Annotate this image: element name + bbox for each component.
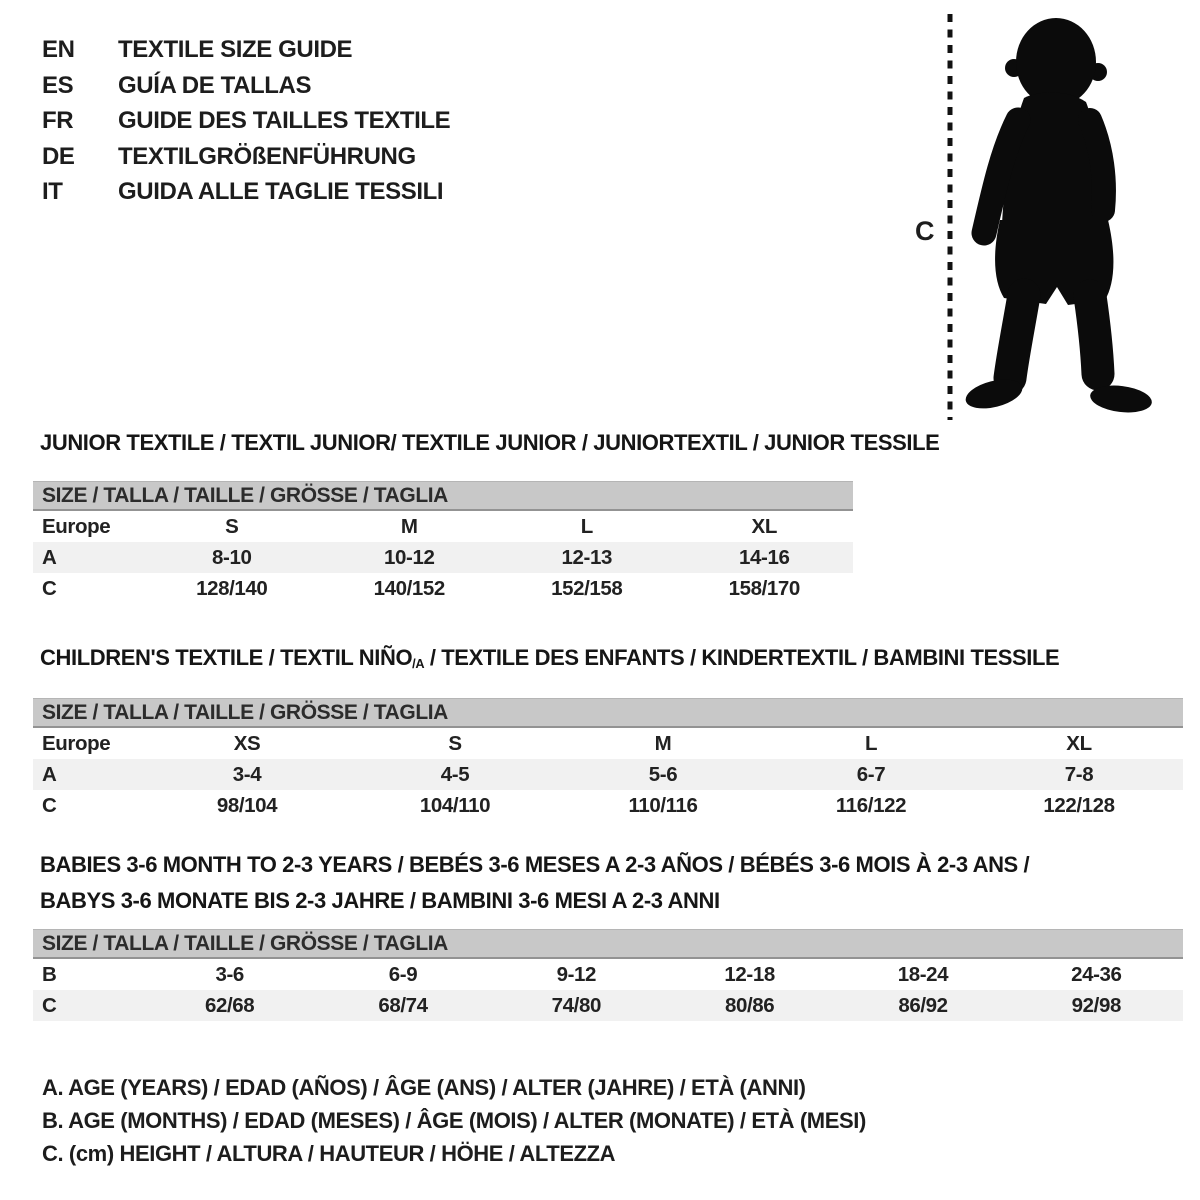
children-heading-suffix: / TEXTILE DES ENFANTS / KINDERTEXTIL / BAMBINI TESSILE — [424, 645, 1060, 670]
legend-line-b: B. AGE (MONTHS) / EDAD (MESES) / ÂGE (MOIS) / ALTER (MONATE) / ETÀ (MESI) — [42, 1108, 866, 1133]
age-cell: 14-16 — [676, 542, 854, 573]
language-code: ES — [42, 71, 74, 99]
language-code: DE — [42, 142, 75, 170]
junior-size-table — [33, 511, 853, 604]
measurement-figure — [900, 0, 1200, 440]
size-cell: S — [448, 731, 462, 755]
babies-heading-line2: BABYS 3-6 MONATE BIS 2-3 JAHRE / BAMBINI 3-6 MESI A 2-3 ANNI — [40, 888, 720, 913]
language-title-list — [42, 32, 450, 210]
height-cell: 104/110 — [419, 793, 491, 817]
baby-silhouette — [963, 18, 1154, 416]
table-row — [33, 728, 1183, 759]
age-cell: 18-24 — [897, 962, 949, 986]
row-label: C — [42, 793, 57, 817]
height-cell: 68/74 — [316, 990, 489, 1021]
size-cell: M — [400, 514, 418, 538]
junior-heading: JUNIOR TEXTILE / TEXTIL JUNIOR/ TEXTILE JUNIOR / JUNIORTEXTIL / JUNIOR TESSILE — [40, 430, 940, 455]
language-row-de — [42, 139, 450, 175]
row-label: C — [42, 576, 57, 600]
language-row-en — [42, 32, 450, 68]
language-row-it — [42, 174, 450, 210]
age-cell: 9-12 — [556, 962, 597, 986]
language-code: FR — [42, 107, 74, 134]
table-row — [33, 759, 1183, 790]
age-cell: 10-12 — [321, 542, 499, 573]
height-cell: 128/140 — [196, 576, 268, 600]
language-code: EN — [42, 36, 75, 63]
age-cell: 4-5 — [351, 759, 559, 790]
children-size-header-bar: SIZE / TALLA / TAILLE / GRÖSSE / TAGLIA — [33, 698, 1183, 728]
children-heading-sub: /A — [412, 656, 425, 672]
row-label: Europe — [42, 731, 111, 755]
section-childrens-textile — [33, 646, 1183, 821]
size-cell: XL — [751, 514, 777, 538]
age-cell: 8-10 — [143, 542, 321, 573]
language-title: TEXTILE SIZE GUIDE — [118, 36, 353, 63]
table-row — [33, 959, 1183, 990]
height-cell: 122/128 — [1043, 793, 1115, 817]
row-label: C — [33, 990, 143, 1021]
height-cell: 152/158 — [551, 576, 623, 600]
size-cell: M — [654, 731, 672, 755]
row-label: A — [33, 759, 143, 790]
age-cell: 6-9 — [388, 962, 418, 986]
legend-line-c: C. (cm) HEIGHT / ALTURA / HAUTEUR / HÖHE / ALTEZZA — [42, 1141, 616, 1166]
section-babies-textile — [33, 847, 1183, 1021]
height-cell: 86/92 — [836, 990, 1009, 1021]
height-cell: 74/80 — [490, 990, 663, 1021]
row-label: Europe — [42, 514, 111, 538]
measurement-legend — [42, 1071, 866, 1170]
age-cell: 7-8 — [975, 759, 1183, 790]
age-cell: 12-13 — [498, 542, 676, 573]
size-cell: S — [225, 514, 239, 538]
size-cell: XL — [1066, 731, 1092, 755]
table-row — [33, 573, 853, 604]
row-label: B — [42, 962, 57, 986]
section-junior-textile — [33, 431, 1183, 604]
age-cell: 3-4 — [143, 759, 351, 790]
table-row — [33, 990, 1183, 1021]
junior-size-header-bar: SIZE / TALLA / TAILLE / GRÖSSE / TAGLIA — [33, 481, 853, 511]
figure-height-label: C — [915, 216, 935, 246]
size-cell: XS — [233, 731, 261, 755]
children-heading — [33, 646, 1183, 676]
row-label: A — [33, 542, 143, 573]
language-title: GUÍA DE TALLAS — [118, 71, 312, 99]
age-cell: 24-36 — [1071, 962, 1122, 986]
babies-heading — [33, 847, 1183, 919]
children-size-table — [33, 728, 1183, 821]
legend-line-a: A. AGE (YEARS) / EDAD (AÑOS) / ÂGE (ANS) / ALTER (JAHRE) / ETÀ (ANNI) — [42, 1075, 806, 1100]
babies-heading-line1: BABIES 3-6 MONTH TO 2-3 YEARS / BEBÉS 3-6 MESES A 2-3 AÑOS / BÉBÉS 3-6 MOIS À 2-3 ANS / — [40, 852, 1030, 877]
size-cell: L — [864, 731, 878, 755]
height-cell: 92/98 — [1010, 990, 1183, 1021]
baby-silhouette-icon — [900, 0, 1200, 440]
language-row-es — [42, 68, 450, 104]
babies-size-header-bar: SIZE / TALLA / TAILLE / GRÖSSE / TAGLIA — [33, 929, 1183, 959]
height-cell: 110/116 — [628, 793, 698, 817]
age-cell: 6-7 — [767, 759, 975, 790]
language-title: GUIDE DES TAILLES TEXTILE — [118, 107, 451, 134]
age-cell: 5-6 — [559, 759, 767, 790]
height-cell: 62/68 — [143, 990, 316, 1021]
table-row — [33, 790, 1183, 821]
children-heading-prefix: CHILDREN'S TEXTILE / TEXTIL NIÑO — [40, 645, 413, 670]
age-cell: 3-6 — [215, 962, 244, 986]
language-row-fr — [42, 103, 450, 139]
size-cell: L — [580, 514, 593, 538]
height-cell: 116/122 — [835, 793, 907, 817]
table-row — [33, 511, 853, 542]
age-cell: 12-18 — [724, 962, 775, 986]
height-cell: 98/104 — [216, 793, 278, 817]
language-title: TEXTILGRÖßENFÜHRUNG — [118, 142, 416, 170]
height-cell: 140/152 — [373, 576, 445, 600]
height-cell: 80/86 — [663, 990, 836, 1021]
table-row — [33, 542, 853, 573]
height-cell: 158/170 — [728, 576, 800, 600]
babies-size-table — [33, 959, 1183, 1021]
language-title: GUIDA ALLE TAGLIE TESSILI — [118, 178, 444, 205]
language-code: IT — [42, 178, 63, 205]
